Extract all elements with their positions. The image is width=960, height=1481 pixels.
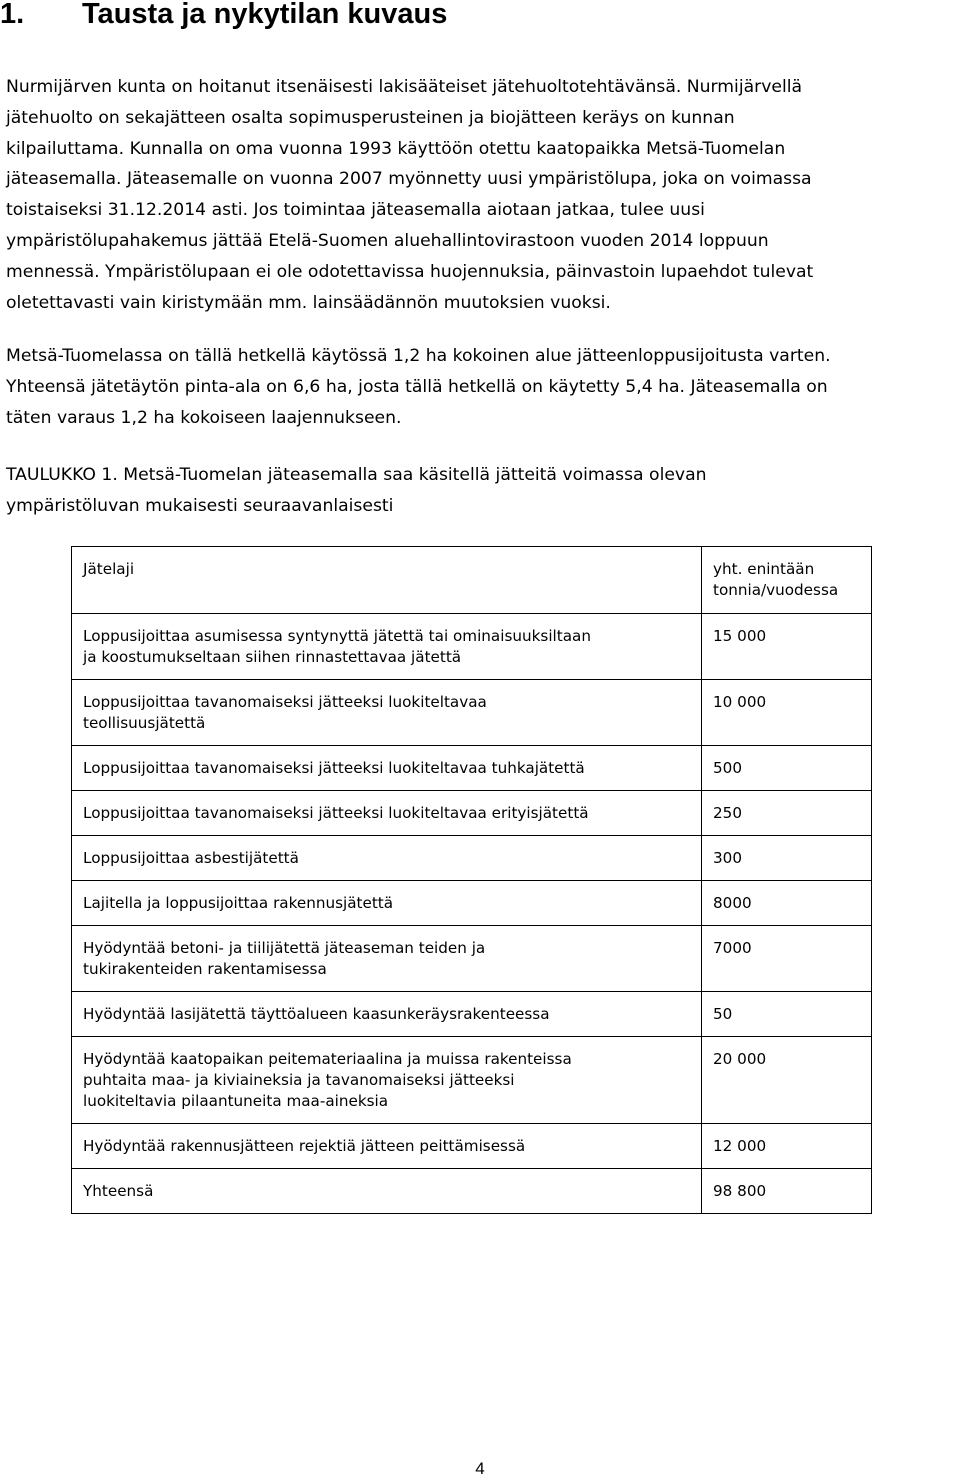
text-line: Metsä-Tuomelassa on tällä hetkellä käytössä 1,2 ha kokoinen alue jätteenloppusijoitusta varten. bbox=[6, 346, 831, 366]
paragraph-landfill-area bbox=[6, 341, 831, 433]
table-row bbox=[72, 791, 872, 836]
table-row bbox=[72, 1037, 872, 1124]
waste-types-table bbox=[71, 546, 872, 1214]
section-title: Tausta ja nykytilan kuvaus bbox=[82, 0, 448, 30]
waste-type-cell: Loppusijoittaa asbestijätettä bbox=[72, 836, 702, 881]
table-row bbox=[72, 1124, 872, 1169]
amount-cell: 10 000 bbox=[702, 680, 872, 746]
table-header-row bbox=[72, 547, 872, 614]
table-row bbox=[72, 614, 872, 680]
table-caption bbox=[6, 460, 707, 522]
text-line: TAULUKKO 1. Metsä-Tuomelan jäteasemalla saa käsitellä jätteitä voimassa olevan bbox=[6, 465, 707, 485]
waste-type-cell: Hyödyntää lasijätettä täyttöalueen kaasunkeräysrakenteessa bbox=[72, 992, 702, 1037]
waste-type-cell: Loppusijoittaa tavanomaiseksi jätteeksi luokiteltavaa tuhkajätettä bbox=[72, 746, 702, 791]
total-amount-cell: 98 800 bbox=[702, 1169, 872, 1214]
amount-cell: 250 bbox=[702, 791, 872, 836]
waste-type-cell: Hyödyntää betoni- ja tiilijätettä jäteaseman teiden ja tukirakenteiden rakentamisessa bbox=[72, 926, 702, 992]
table-row bbox=[72, 926, 872, 992]
waste-type-cell: Loppusijoittaa tavanomaiseksi jätteeksi luokiteltavaa teollisuusjätettä bbox=[72, 680, 702, 746]
header-max-tonnes: yht. enintään tonnia/vuodessa bbox=[702, 547, 872, 614]
page-number: 4 bbox=[475, 1459, 485, 1478]
text-line: ympäristölupahakemus jättää Etelä-Suomen aluehallintovirastoon vuoden 2014 loppuun bbox=[6, 230, 769, 251]
text-line: Nurmijärven kunta on hoitanut itsenäisesti lakisääteiset jätehuoltotehtävänsä. Nurmijärvellä bbox=[6, 77, 803, 97]
waste-type-cell: Loppusijoittaa tavanomaiseksi jätteeksi luokiteltavaa erityisjätettä bbox=[72, 791, 702, 836]
text-line: toistaiseksi 31.12.2014 asti. Jos toimintaa jäteasemalla aiotaan jatkaa, tulee uusi bbox=[6, 200, 705, 221]
amount-cell: 500 bbox=[702, 746, 872, 791]
paragraph-background bbox=[6, 72, 813, 318]
amount-cell: 15 000 bbox=[702, 614, 872, 680]
table-total-row bbox=[72, 1169, 872, 1214]
text-line: jätehuolto on sekajätteen osalta sopimusperusteinen ja biojätteen keräys on kunnan bbox=[6, 107, 735, 128]
waste-type-cell: Hyödyntää kaatopaikan peitemateriaalina ja muissa rakenteissa puhtaita maa- ja kiviaineksia ja tavanomaiseksi jätteeksi luokiteltavia pilaantuneita maa-aineksia bbox=[72, 1037, 702, 1124]
text-line: ympäristöluvan mukaisesti seuraavanlaisesti bbox=[6, 495, 394, 516]
waste-type-cell: Loppusijoittaa asumisessa syntynyttä jätettä tai ominaisuuksiltaan ja koostumukseltaan siihen rinnastettavaa jätettä bbox=[72, 614, 702, 680]
table-row bbox=[72, 746, 872, 791]
table-row bbox=[72, 836, 872, 881]
waste-type-cell: Lajitella ja loppusijoittaa rakennusjätettä bbox=[72, 881, 702, 926]
amount-cell: 300 bbox=[702, 836, 872, 881]
section-heading bbox=[0, 0, 447, 32]
table-row bbox=[72, 992, 872, 1037]
text-line: mennessä. Ympäristölupaan ei ole odotettavissa huojennuksia, päinvastoin lupaehdot tulevat bbox=[6, 261, 814, 282]
total-label-cell: Yhteensä bbox=[72, 1169, 702, 1214]
waste-type-cell: Hyödyntää rakennusjätteen rejektiä jätteen peittämisessä bbox=[72, 1124, 702, 1169]
table-row bbox=[72, 881, 872, 926]
section-number: 1. bbox=[0, 0, 25, 30]
amount-cell: 20 000 bbox=[702, 1037, 872, 1124]
header-waste-type: Jätelaji bbox=[72, 547, 702, 614]
text-line: jäteasemalla. Jäteasemalle on vuonna 2007 myönnetty uusi ympäristölupa, joka on voimassa bbox=[6, 169, 812, 190]
amount-cell: 12 000 bbox=[702, 1124, 872, 1169]
amount-cell: 50 bbox=[702, 992, 872, 1037]
table-row bbox=[72, 680, 872, 746]
text-line: Yhteensä jätetäytön pinta-ala on 6,6 ha, josta tällä hetkellä on käytetty 5,4 ha. Jäteasemalla on bbox=[6, 376, 828, 397]
text-line: täten varaus 1,2 ha kokoiseen laajennukseen. bbox=[6, 407, 402, 428]
text-line: kilpailuttama. Kunnalla on oma vuonna 1993 käyttöön otettu kaatopaikka Metsä-Tuomelan bbox=[6, 138, 786, 159]
amount-cell: 8000 bbox=[702, 881, 872, 926]
text-line: oletettavasti vain kiristymään mm. lainsäädännön muutoksien vuoksi. bbox=[6, 292, 611, 313]
amount-cell: 7000 bbox=[702, 926, 872, 992]
